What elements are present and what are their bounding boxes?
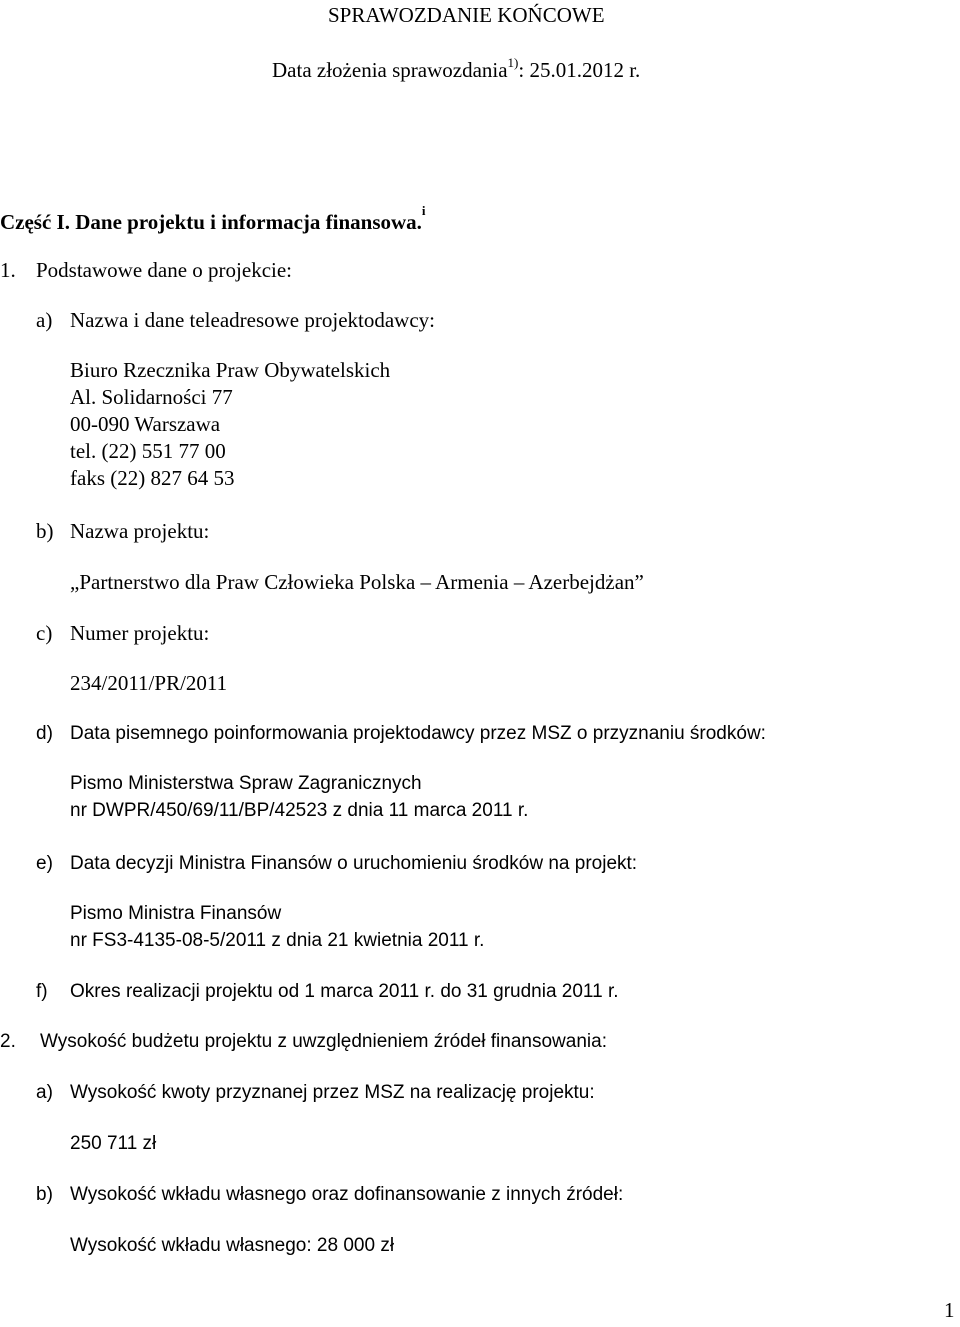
item-a-marker: a) [36, 308, 53, 332]
submission-date-line [272, 55, 641, 82]
mf-letter-line: nr FS3-4135-08-5/2011 z dnia 21 kwietnia 2011 r. [70, 930, 485, 951]
address-line: Al. Solidarności 77 [70, 385, 233, 409]
address-line: Biuro Rzecznika Praw Obywatelskich [70, 358, 391, 382]
project-number: 234/2011/PR/2011 [70, 671, 228, 695]
own-contribution-amount: Wysokość wkładu własnego: 28 000 zł [70, 1235, 395, 1256]
item-2a-label: Wysokość kwoty przyznanej przez MSZ na realizację projektu: [70, 1082, 595, 1103]
item-2b-marker: b) [36, 1184, 53, 1205]
item-c-marker: c) [36, 621, 53, 645]
submission-date-value: : 25.01.2012 r. [518, 58, 641, 82]
msz-letter-line: Pismo Ministerstwa Spraw Zagranicznych [70, 773, 422, 794]
item-f-marker: f) [36, 981, 48, 1002]
item-a-label: Nazwa i dane teleadresowe projektodawcy: [70, 308, 435, 332]
item-2b-label: Wysokość wkładu własnego oraz dofinansowanie z innych źródeł: [70, 1184, 624, 1205]
item-d-marker: d) [36, 723, 53, 744]
item-e-label: Data decyzji Ministra Finansów o uruchomieniu środków na projekt: [70, 853, 638, 874]
section-1-label: Podstawowe dane o projekcie: [36, 258, 293, 282]
phone-line: tel. (22) 551 77 00 [70, 439, 226, 463]
item-f-label: Okres realizacji projektu od 1 marca 2011 r. do 31 grudnia 2011 r. [70, 981, 619, 1002]
section-2-number: 2. [0, 1031, 16, 1052]
page-number: 1 [944, 1298, 955, 1322]
footnote-marker: 1) [507, 55, 519, 70]
document-title: SPRAWOZDANIE KOŃCOWE [328, 3, 605, 27]
address-line: 00-090 Warszawa [70, 412, 221, 436]
item-d-label: Data pisemnego poinformowania projektodawcy przez MSZ o przyznaniu środków: [70, 723, 766, 744]
endnote-marker: i [421, 203, 426, 218]
submission-date-label: Data złożenia sprawozdania [272, 58, 508, 82]
msz-letter-line: nr DWPR/450/69/11/BP/42523 z dnia 11 marca 2011 r. [70, 800, 529, 821]
msz-grant-amount: 250 711 zł [70, 1133, 157, 1154]
item-b-label: Nazwa projektu: [70, 519, 210, 543]
item-2a-marker: a) [36, 1082, 53, 1103]
item-e-marker: e) [36, 853, 53, 874]
item-b-marker: b) [36, 519, 54, 543]
project-name: „Partnerstwo dla Praw Człowieka Polska – Armenia – Azerbejdżan” [70, 570, 644, 594]
fax-line: faks (22) 827 64 53 [70, 466, 235, 490]
section-2-label: Wysokość budżetu projektu z uwzględnieniem źródeł finansowania: [40, 1031, 607, 1052]
item-c-label: Numer projektu: [70, 621, 210, 645]
section-1-number: 1. [0, 258, 16, 282]
part-heading: Część I. Dane projektu i informacja finansowa.$^i$ [0, 203, 426, 234]
mf-letter-line: Pismo Ministra Finansów [70, 903, 282, 924]
